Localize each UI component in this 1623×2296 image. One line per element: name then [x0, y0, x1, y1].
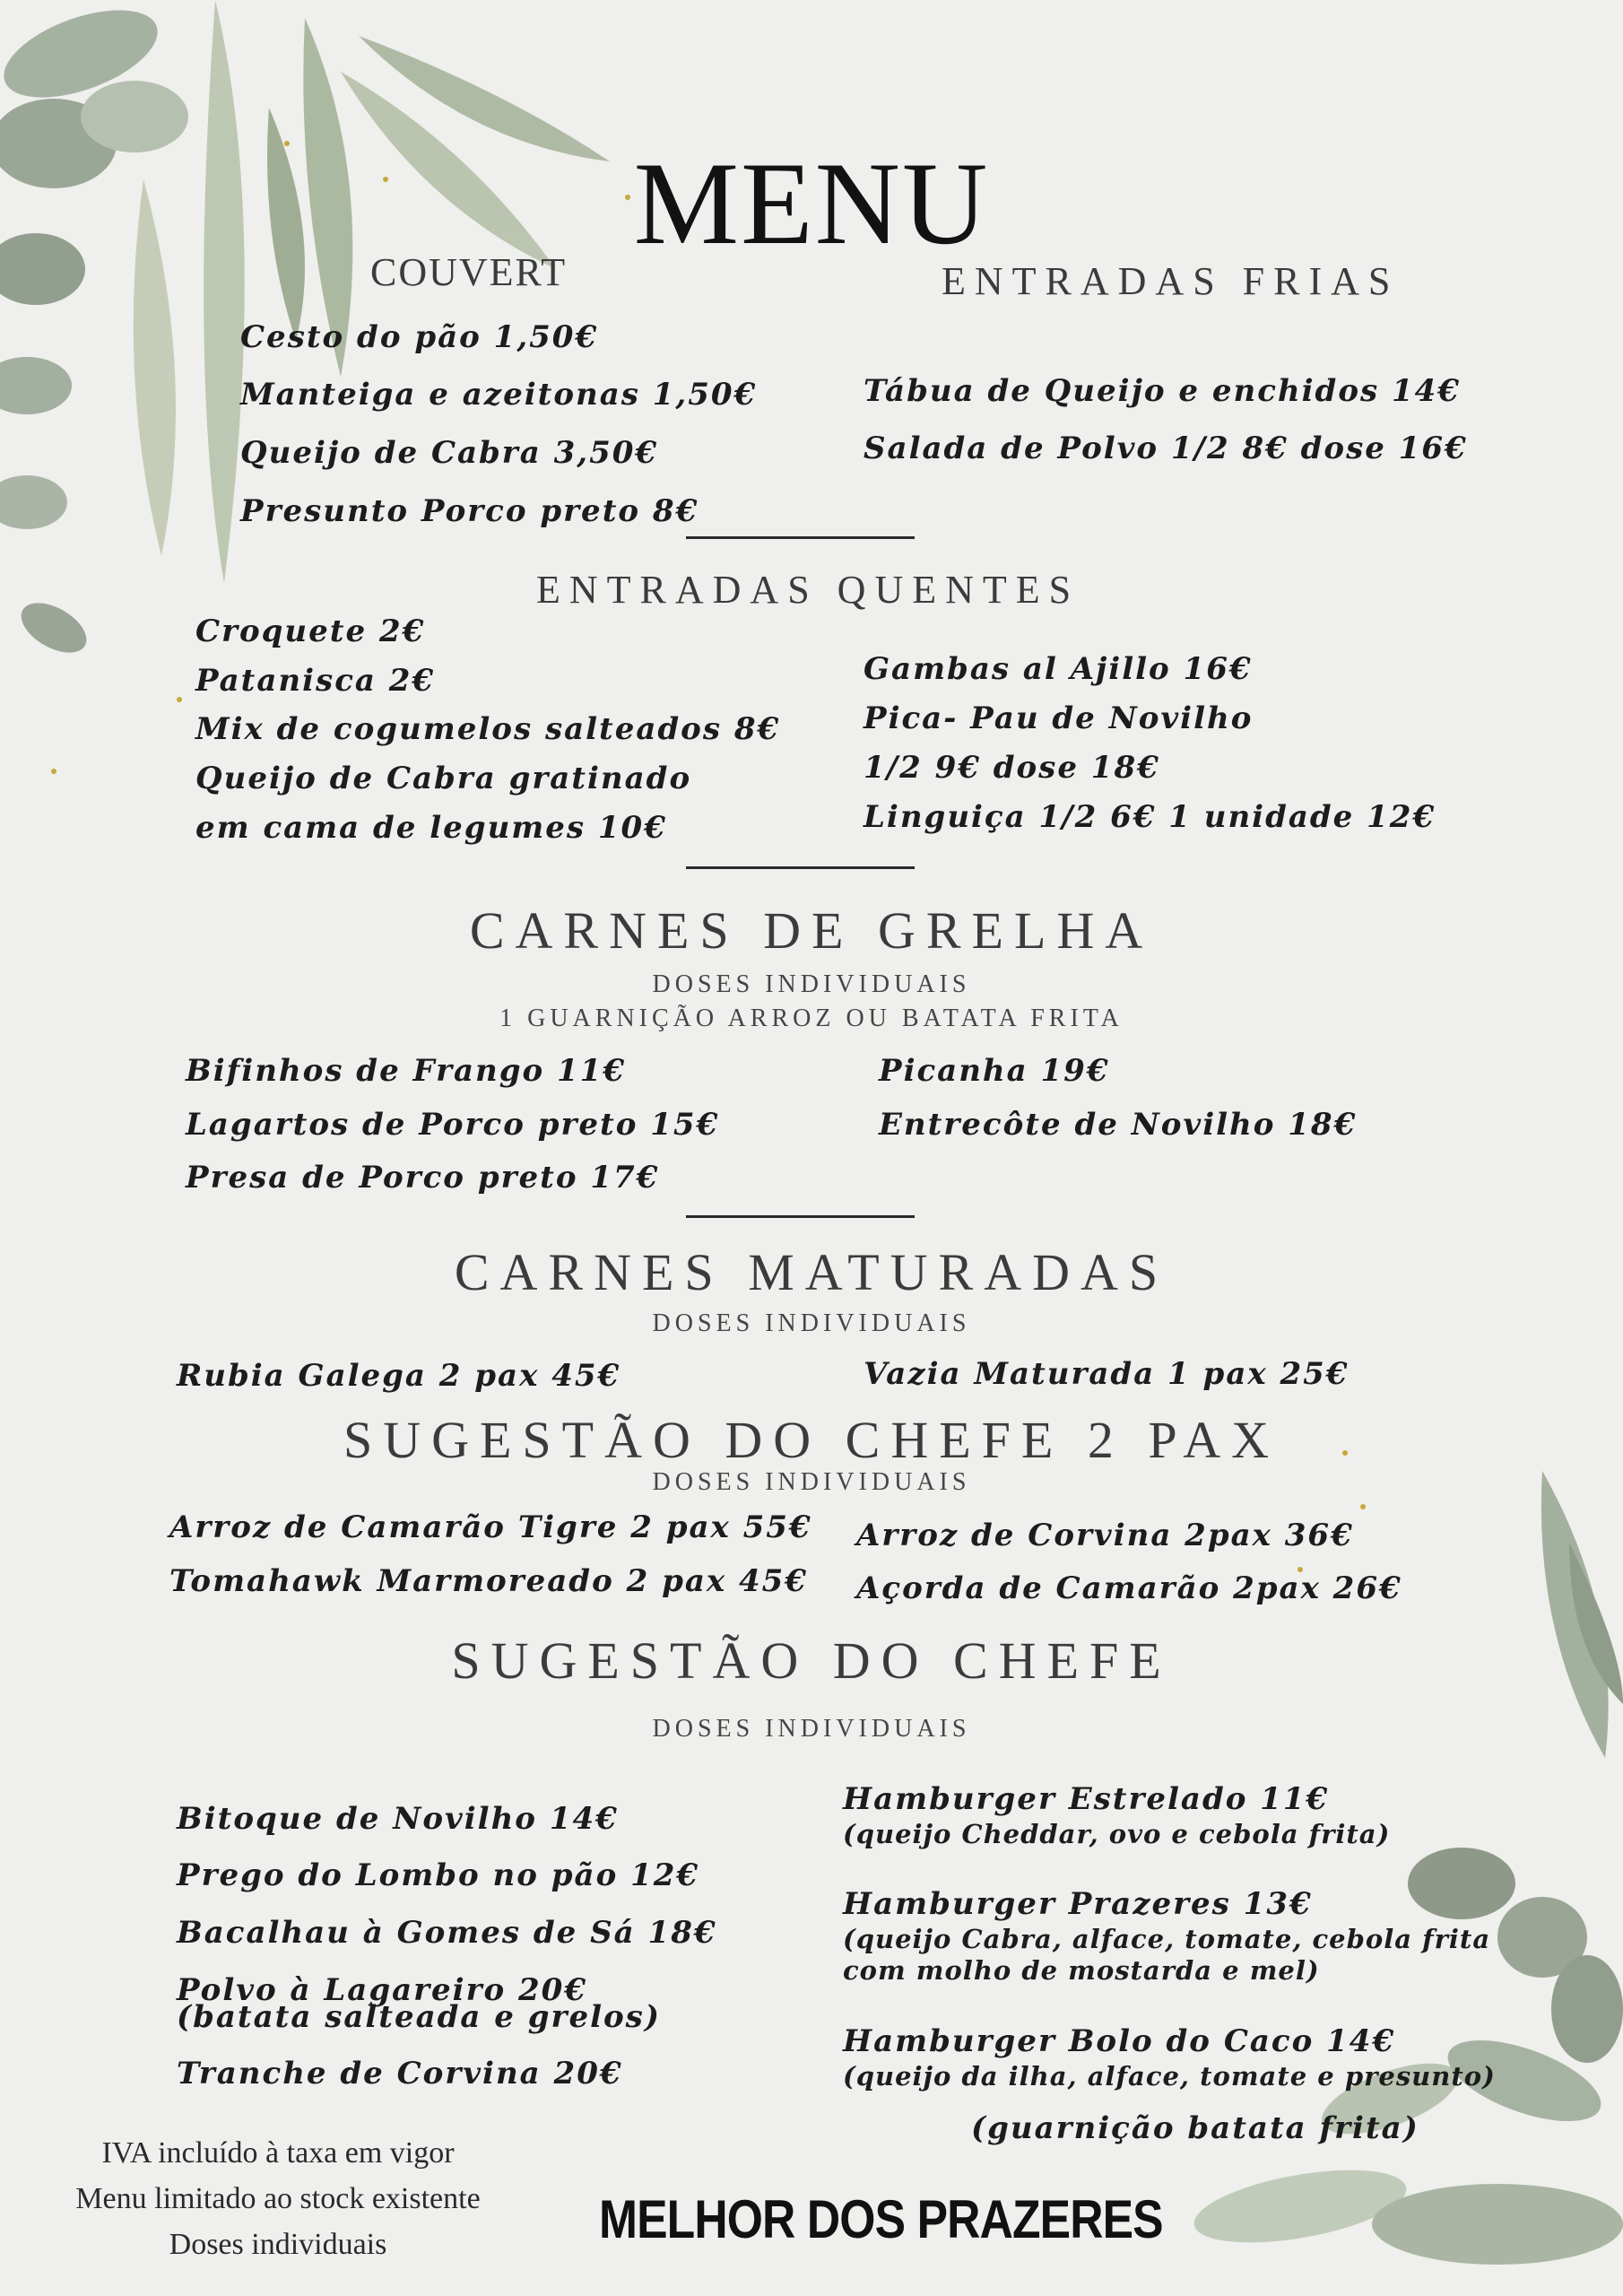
- carnes-grelha-heading: CARNES DE GRELHA: [469, 901, 1154, 960]
- menu-item: Cesto do pão 1,50€: [240, 319, 599, 355]
- menu-item: Tomahawk Marmoreado 2 pax 45€: [169, 1563, 808, 1599]
- menu-item: Vazia Maturada 1 pax 25€: [864, 1356, 1350, 1392]
- menu-item: Salada de Polvo 1/2 8€ dose 16€: [864, 430, 1468, 466]
- menu-item: Queijo de Cabra 3,50€: [240, 435, 659, 471]
- menu-item: Bacalhau à Gomes de Sá 18€: [177, 1915, 717, 1951]
- botanical-decoration-bottom-right: [1121, 1435, 1623, 2296]
- sugestao-subtitle: DOSES INDIVIDUAIS: [652, 1715, 971, 1743]
- section-divider: [686, 536, 915, 539]
- menu-item: 1/2 9€ dose 18€: [864, 750, 1160, 786]
- menu-item: em cama de legumes 10€: [195, 810, 667, 846]
- entradas-frias-heading: ENTRADAS FRIAS: [942, 259, 1400, 303]
- footer-line: IVA incluído à taxa em vigor: [101, 2136, 455, 2170]
- menu-item: Picanha 19€: [879, 1053, 1110, 1089]
- menu-item: Croquete 2€: [195, 613, 426, 649]
- menu-item: Hamburger Prazeres 13€: [843, 1886, 1313, 1922]
- menu-item: Bitoque de Novilho 14€: [177, 1801, 619, 1837]
- carnes-maturadas-subtitle: DOSES INDIVIDUAIS: [652, 1309, 971, 1337]
- section-divider: [686, 1215, 915, 1218]
- menu-item: Arroz de Camarão Tigre 2 pax 55€: [169, 1509, 812, 1545]
- carnes-grelha-garnish: 1 GUARNIÇÃO ARROZ OU BATATA FRITA: [499, 1004, 1124, 1032]
- menu-item: Presunto Porco preto 8€: [240, 493, 699, 529]
- carnes-maturadas-heading: CARNES MATURADAS: [454, 1243, 1169, 1301]
- footer-line: Doses individuais: [169, 2228, 387, 2261]
- menu-item: Hamburger Bolo do Caco 14€: [843, 2023, 1396, 2059]
- sugestao-heading: SUGESTÃO DO CHEFE: [451, 1631, 1172, 1690]
- menu-item-note: (batata salteada e grelos): [177, 1999, 661, 2035]
- menu-item-description: com molho de mostarda e mel): [843, 1955, 1320, 1986]
- sugestao-2pax-heading: SUGESTÃO DO CHEFE 2 PAX: [343, 1411, 1280, 1469]
- menu-item: Queijo de Cabra gratinado: [195, 761, 692, 796]
- menu-item: Mix de cogumelos salteados 8€: [195, 711, 781, 747]
- menu-item: Rubia Galega 2 pax 45€: [177, 1358, 621, 1394]
- restaurant-name: MELHOR DOS PRAZERES: [599, 2189, 1163, 2249]
- menu-item: Arroz de Corvina 2pax 36€: [856, 1518, 1354, 1553]
- menu-item: Prego do Lombo no pão 12€: [177, 1857, 700, 1893]
- menu-item: Manteiga e azeitonas 1,50€: [240, 377, 758, 413]
- menu-item: Tranche de Corvina 20€: [177, 2056, 623, 2092]
- carnes-grelha-subtitle: DOSES INDIVIDUAIS: [652, 970, 971, 998]
- menu-item-description: (queijo Cabra, alface, tomate, cebola frita: [843, 1924, 1491, 1954]
- menu-item: Bifinhos de Frango 11€: [186, 1053, 626, 1089]
- menu-item: Presa de Porco preto 17€: [186, 1160, 660, 1196]
- menu-item: Açorda de Camarão 2pax 26€: [856, 1570, 1402, 1606]
- menu-item: Patanisca 2€: [195, 663, 436, 699]
- menu-item: Tábua de Queijo e enchidos 14€: [864, 373, 1461, 409]
- section-divider: [686, 866, 915, 869]
- menu-item: Linguiça 1/2 6€ 1 unidade 12€: [864, 799, 1436, 835]
- footer-line: Menu limitado ao stock existente: [75, 2182, 481, 2215]
- sugestao-2pax-subtitle: DOSES INDIVIDUAIS: [652, 1468, 971, 1496]
- menu-item: Polvo à Lagareiro 20€: [177, 1972, 587, 2008]
- entradas-quentes-heading: ENTRADAS QUENTES: [536, 568, 1081, 612]
- menu-item: Entrecôte de Novilho 18€: [879, 1107, 1358, 1143]
- menu-item-description: (queijo Cheddar, ovo e cebola frita): [843, 1819, 1391, 1849]
- menu-item: Gambas al Ajillo 16€: [864, 651, 1253, 687]
- menu-item-description: (queijo da ilha, alface, tomate e presunto): [843, 2061, 1496, 2092]
- menu-title: MENU: [633, 137, 990, 269]
- menu-item: Pica- Pau de Novilho: [864, 700, 1254, 736]
- menu-item: Hamburger Estrelado 11€: [843, 1781, 1330, 1817]
- garnish-note: (guarnição batata frita): [971, 2110, 1419, 2146]
- couvert-heading: COUVERT: [370, 250, 568, 294]
- menu-item: Lagartos de Porco preto 15€: [186, 1107, 720, 1143]
